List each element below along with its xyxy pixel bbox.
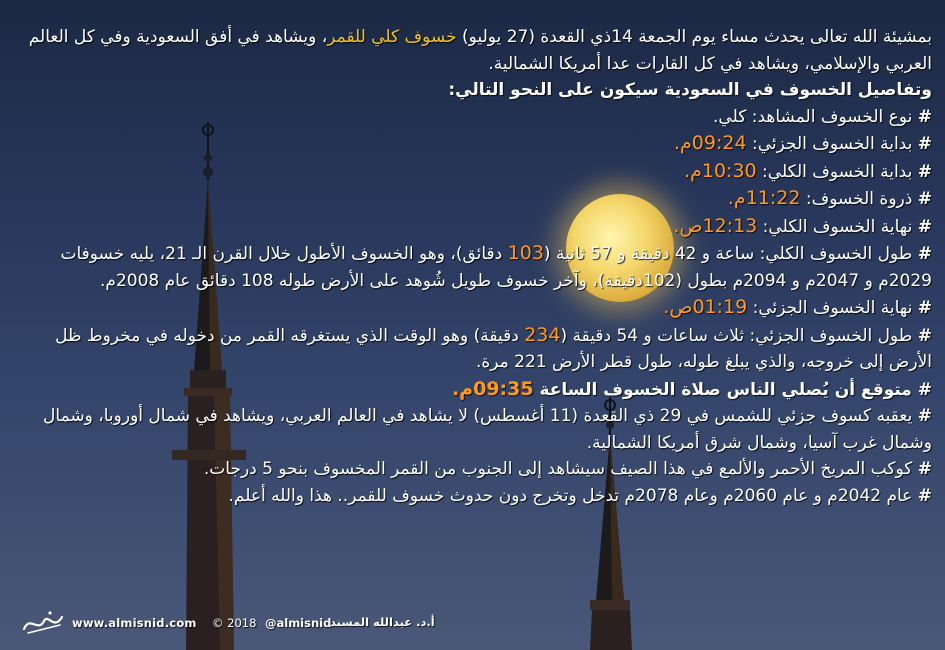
article-text — [14, 24, 932, 509]
copyright: © 2018 — [212, 616, 257, 630]
hash-mark: # — [917, 379, 932, 400]
item-time: 11:22 — [745, 187, 801, 209]
item-text: طول الخسوف الكلي: ساعة و 42 دقيقة و 57 ثانية ( — [543, 244, 913, 264]
item-label: نهاية الخسوف الجزئي: — [747, 298, 913, 318]
item-eclipse-type — [14, 104, 932, 131]
item-future-years — [14, 483, 932, 510]
footer — [20, 607, 580, 637]
item-number: 103 — [507, 242, 544, 264]
details-heading: وتفاصيل الخسوف في السعودية سيكون على النحو التالي: — [448, 80, 932, 100]
item-suffix: م. — [673, 132, 692, 154]
item-suffix: م. — [727, 187, 746, 209]
item-label: متوقع أن يُصلي الناس صلاة الخسوف الساعة — [533, 379, 912, 400]
social-handle[interactable]: @almisnid — [265, 616, 332, 630]
hash-mark: # — [917, 216, 932, 237]
item-label: نهاية الخسوف الكلي: — [757, 216, 913, 237]
hash-mark: # — [917, 459, 932, 479]
hash-mark: # — [917, 106, 932, 127]
item-total-start — [14, 158, 932, 186]
intro-part2: ، ويشاهد في أفق السعودية وفي كل العالم العربي والإسلامي، ويشاهد في كل القارات عدا أمريكا الشمالية. — [28, 27, 932, 74]
hash-mark: # — [917, 325, 932, 346]
item-label: بداية الخسوف الكلي: — [756, 161, 913, 182]
item-solar-eclipse — [14, 403, 932, 456]
item-suffix: م. — [684, 159, 702, 182]
item-total-duration — [14, 240, 932, 294]
item-label: نوع الخسوف المشاهد: كلي. — [713, 106, 913, 127]
author-name: أ.د. عبدالله المسند — [330, 615, 435, 629]
item-suffix: م. — [451, 377, 474, 400]
hash-mark: # — [917, 298, 932, 318]
item-peak — [14, 185, 932, 213]
hash-mark: # — [917, 161, 932, 182]
calligraphy-logo — [20, 607, 68, 637]
item-partial-start — [14, 130, 932, 158]
hash-mark: # — [917, 134, 932, 154]
item-time: 09:35 — [473, 377, 534, 400]
item-text: طول الخسوف الجزئي: ثلاث ساعات و 54 دقيقة ( — [560, 325, 913, 346]
item-total-end — [14, 213, 932, 241]
hash-mark: # — [917, 189, 932, 209]
item-text: عام 2042م و عام 2060م وعام 2078م تدخل وتخرج دون حدوث خسوف للقمر.. هذا والله أعلم. — [228, 485, 913, 506]
item-suffix: ص. — [673, 214, 703, 237]
website-link[interactable]: www.almisnid.com — [72, 616, 197, 630]
item-time: 09:24 — [691, 132, 747, 154]
intro-paragraph — [14, 24, 932, 77]
hash-mark: # — [917, 244, 932, 264]
item-label: ذروة الخسوف: — [800, 189, 913, 209]
item-text: يعقبه كسوف جزئي للشمس في 29 ذي القعدة (11 أغسطس) لا يشاهد في العالم العربي، ويشاهد في شمال أوروبا، وشمال وشمال غرب آسيا، وشمال شرق أمريكا الشمالية. — [43, 406, 932, 453]
item-time: 01:19 — [692, 296, 748, 318]
item-partial-duration — [14, 322, 932, 376]
item-partial-end — [14, 294, 932, 322]
intro-part1: بمشيئة الله تعالى يحدث مساء يوم الجمعة 14ذي القعدة (27 يوليو) — [456, 27, 932, 47]
item-time: 12:13 — [702, 214, 758, 237]
item-mars — [14, 456, 932, 483]
item-text: دقائق)، وهو الخسوف الأطول خلال القرن الـ 21، يليه خسوفات 2029م و 2047م و 2094م بطول (102دقيقة)، وآخر خسوف طويل شُوهد على الأرض طوله 108 دقائق عام 2008م. — [60, 244, 932, 291]
item-suffix: ص. — [663, 296, 693, 318]
item-label: بداية الخسوف الجزئي: — [746, 134, 913, 154]
item-text: دقيقة) وهو الوقت الذي يستغرقه القمر من دخوله في مخروط ظل الأرض إلى خروجه، والذي يبلغ طوله، طول قطر الأرض 221 مرة. — [55, 325, 932, 372]
item-text: كوكب المريخ الأحمر والألمع في هذا الصيف سيشاهد إلى الجنوب من القمر المخسوف بنحو 5 درجات. — [203, 459, 913, 479]
item-prayer-time — [14, 376, 932, 404]
intro-highlight: خسوف كلي للقمر — [327, 27, 457, 47]
item-time: 10:30 — [701, 159, 757, 182]
hash-mark: # — [917, 485, 932, 506]
hash-mark: # — [917, 406, 932, 426]
item-number: 234 — [524, 323, 561, 346]
